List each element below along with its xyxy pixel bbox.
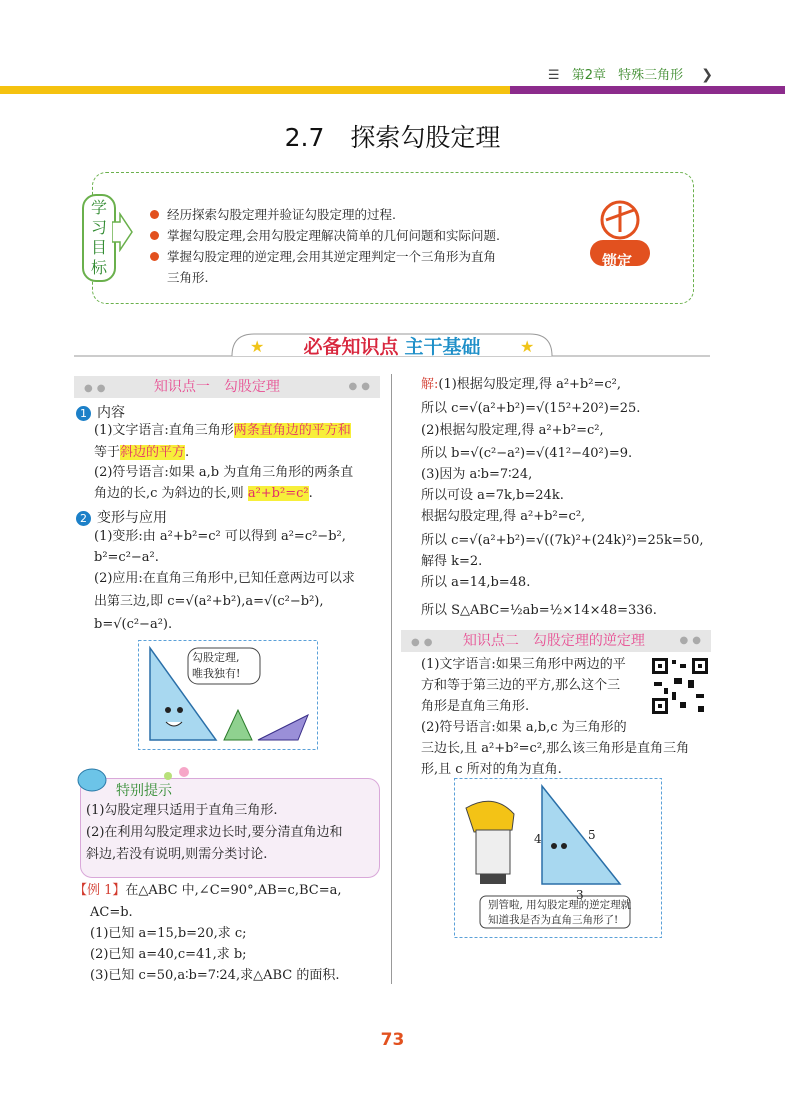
speech-bubble: 勾股定理, 唯我独有!	[192, 651, 241, 680]
example-line: 【例 1】在△ABC 中,∠C=90°,AB=c,BC=a,	[74, 883, 342, 898]
kp1-p3a: (1)变形:由 a²+b²=c² 可以得到 a²=c²−b²,	[94, 529, 346, 544]
svg-text:★: ★	[520, 337, 535, 356]
header-bar-purple	[510, 86, 785, 94]
example-line: (3)已知 c=50,a∶b=7∶24,求△ABC 的面积.	[90, 968, 340, 983]
tag-char: 学	[90, 198, 107, 217]
tip-line: (1)勾股定理只适用于直角三角形.	[86, 803, 278, 818]
page-number: 73	[380, 1030, 405, 1050]
kp1-p4c: b=√(c²−a²).	[94, 617, 173, 632]
objective-item: 掌握勾股定理,会用勾股定理解决简单的几何问题和实际问题.	[150, 226, 500, 244]
chapter-nav[interactable]	[540, 64, 713, 83]
tag-char: 习	[90, 218, 107, 237]
tip-line: (2)在利用勾股定理求边长时,要分清直角边和	[86, 825, 343, 840]
solution-line: (3)因为 a∶b=7∶24,	[421, 467, 533, 482]
lock-label: 锁定	[602, 252, 633, 270]
chapter-number: 第2章	[571, 68, 606, 83]
objective-item-cont: 三角形.	[167, 270, 209, 285]
column-divider	[391, 374, 392, 984]
objective-item: 掌握勾股定理的逆定理,会用其逆定理判定一个三角形为直角	[150, 247, 496, 265]
kp2-title: 知识点二 勾股定理的逆定理	[462, 633, 645, 649]
tag-char: 标	[90, 258, 107, 277]
kp2-line: 三边长,且 a²+b²=c²,那么该三角形是直角三角	[421, 741, 690, 756]
section-heading-a: 必备知识点	[303, 336, 399, 358]
section-number: 2.7	[284, 123, 325, 152]
objectives-tag	[82, 194, 116, 282]
objective-item: 经历探索勾股定理并验证勾股定理的过程.	[150, 205, 396, 223]
chevron-right-icon[interactable]: ❯	[701, 67, 713, 83]
kp2-line: (2)符号语言:如果 a,b,c 为三角形的	[421, 720, 627, 735]
section-title: 探索勾股定理	[350, 123, 501, 152]
kp1-p1a: (1)文字语言:直角三角形两条直角边的平方和	[94, 423, 351, 438]
kp2-line: 角形是直角三角形.	[421, 699, 530, 714]
chapter-title: 特殊三角形	[618, 68, 684, 83]
side-label-4: 4	[534, 832, 542, 846]
kp1-p1b: 等于斜边的平方.	[94, 445, 190, 460]
section-heading-b: 主干基础	[404, 336, 481, 358]
qr-code-icon[interactable]	[650, 656, 710, 716]
kp2-line: 方和等于第三边的平方,那么这个三	[421, 678, 621, 693]
kp1-h2: 2 变形与应用	[76, 507, 167, 527]
solution-line: 所以 b=√(c²−a²)=√(41²−40²)=9.	[421, 446, 633, 461]
solution-line: 根据勾股定理,得 a²+b²=c²,	[421, 509, 586, 524]
tag-char: 目	[90, 238, 107, 257]
header-bar-yellow	[0, 86, 510, 94]
worker-caption: 别管啦, 用勾股定理的逆定理就 知道我是否为直角三角形了!	[488, 899, 632, 926]
list-icon[interactable]: ☰	[547, 68, 560, 83]
side-label-3: 3	[576, 888, 584, 902]
kp1-p4a: (2)应用:在直角三角形中,已知任意两边可以求	[94, 571, 355, 586]
example-line: (1)已知 a=15,b=20,求 c;	[90, 926, 247, 941]
tip-title: 特别提示	[116, 783, 172, 799]
arrow-icon	[112, 212, 134, 252]
section-heading	[232, 332, 552, 359]
solution-line: 所以 c=√(a²+b²)=√((7k)²+(24k)²)=25k=50,	[421, 533, 704, 548]
solution-line: (2)根据勾股定理,得 a²+b²=c²,	[421, 423, 604, 438]
kp2-header: ●● 知识点二 勾股定理的逆定理 ●●	[401, 630, 711, 652]
kp1-title: 知识点一 勾股定理	[153, 379, 280, 395]
svg-text:★: ★	[250, 337, 265, 356]
kp1-p3b: b²=c²−a².	[94, 550, 159, 565]
tip-line: 斜边,若没有说明,则需分类讨论.	[86, 847, 268, 862]
kp2-line: 形,且 c 所对的角为直角.	[421, 762, 562, 777]
solution-line: 解:(1)根据勾股定理,得 a²+b²=c²,	[421, 377, 621, 392]
page-title	[0, 118, 785, 154]
solution-line: 所以 a=14,b=48.	[421, 575, 531, 590]
kp1-p4b: 出第三边,即 c=√(a²+b²),a=√(c²−b²),	[94, 594, 324, 609]
kp1-header: ●● 知识点一 勾股定理 ●●	[74, 376, 380, 398]
kp2-line: (1)文字语言:如果三角形中两边的平	[421, 657, 626, 672]
solution-line: 所以 c=√(a²+b²)=√(15²+20²)=25.	[421, 401, 641, 416]
solution-line: 解得 k=2.	[421, 554, 483, 569]
kp1-p2a: (2)符号语言:如果 a,b 为直角三角形的两条直	[94, 465, 354, 480]
kp1-h1: 1 内容	[76, 402, 125, 422]
kp1-p2b: 角边的长,c 为斜边的长,则 a²+b²=c².	[94, 486, 313, 501]
example-line: AC=b.	[90, 905, 133, 920]
side-label-5: 5	[588, 828, 596, 842]
solution-line: 所以 S△ABC=½ab=½×14×48=336.	[421, 603, 657, 618]
example-line: (2)已知 a=40,c=41,求 b;	[90, 947, 247, 962]
solution-line: 所以可设 a=7k,b=24k.	[421, 488, 564, 503]
